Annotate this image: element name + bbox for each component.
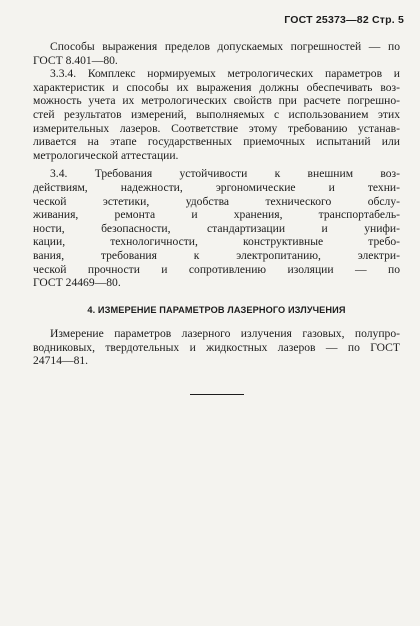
end-rule: [190, 394, 244, 395]
text-line: водниковых, твердотельных и жидкостных лазеров — по ГОСТ: [33, 340, 400, 354]
text-line: 3.3.4. Комплекс нормируемых метрологических параметров и: [50, 67, 400, 81]
paragraph-error-limits: [33, 40, 400, 67]
paragraph-section-4: [33, 327, 400, 368]
text-line: ческой эстетики, удобства технического обслу-: [33, 194, 400, 208]
paragraph-3-3-4: [33, 67, 400, 162]
text-line: Измерение параметров лазерного излучения газовых, полупро-: [50, 327, 400, 341]
text-line: ности, безопасности, стандартизации и унифи-: [33, 221, 400, 235]
text-line: ливается на этапе государственных приемочных испытаний или: [33, 135, 400, 149]
text-line: характеристик и способы их выражения должны обеспечивать воз-: [33, 80, 400, 94]
text-line: вания, требования к электропитанию, электри-: [33, 248, 400, 262]
section-title: 4. ИЗМЕРЕНИЕ ПАРАМЕТРОВ ЛАЗЕРНОГО ИЗЛУЧЕНИЯ: [87, 304, 346, 315]
text-line: можность учета их метрологических свойств при расчете погрешно-: [33, 94, 400, 108]
text-line: ческой прочности и сопротивлению изоляции — по: [33, 262, 400, 276]
text-line: стей результатов измерений, выполняемых с использованием этих: [33, 107, 400, 121]
text-line: Способы выражения пределов допускаемых погрешностей — по: [50, 40, 400, 53]
text-line: 3.4. Требования устойчивости к внешним воз-: [50, 167, 400, 181]
paragraph-3-4: [33, 167, 400, 289]
text-line: измерительных лазеров. Соответствие этому требованию устанав-: [33, 121, 400, 135]
page-content: [33, 40, 400, 395]
text-line: действиям, надежности, эргономические и техни-: [33, 180, 400, 194]
page-header: ГОСТ 25373—82 Стр. 5: [284, 14, 404, 26]
text-line: ГОСТ 24469—80.: [33, 276, 121, 290]
text-line: живания, ремонта и хранения, транспортабель-: [33, 208, 400, 222]
text-line: метрологической аттестации.: [33, 148, 179, 162]
text-line: кации, технологичности, конструктивные требо-: [33, 235, 400, 249]
text-line: 24714—81.: [33, 354, 89, 368]
text-line: ГОСТ 8.401—80.: [33, 53, 118, 67]
